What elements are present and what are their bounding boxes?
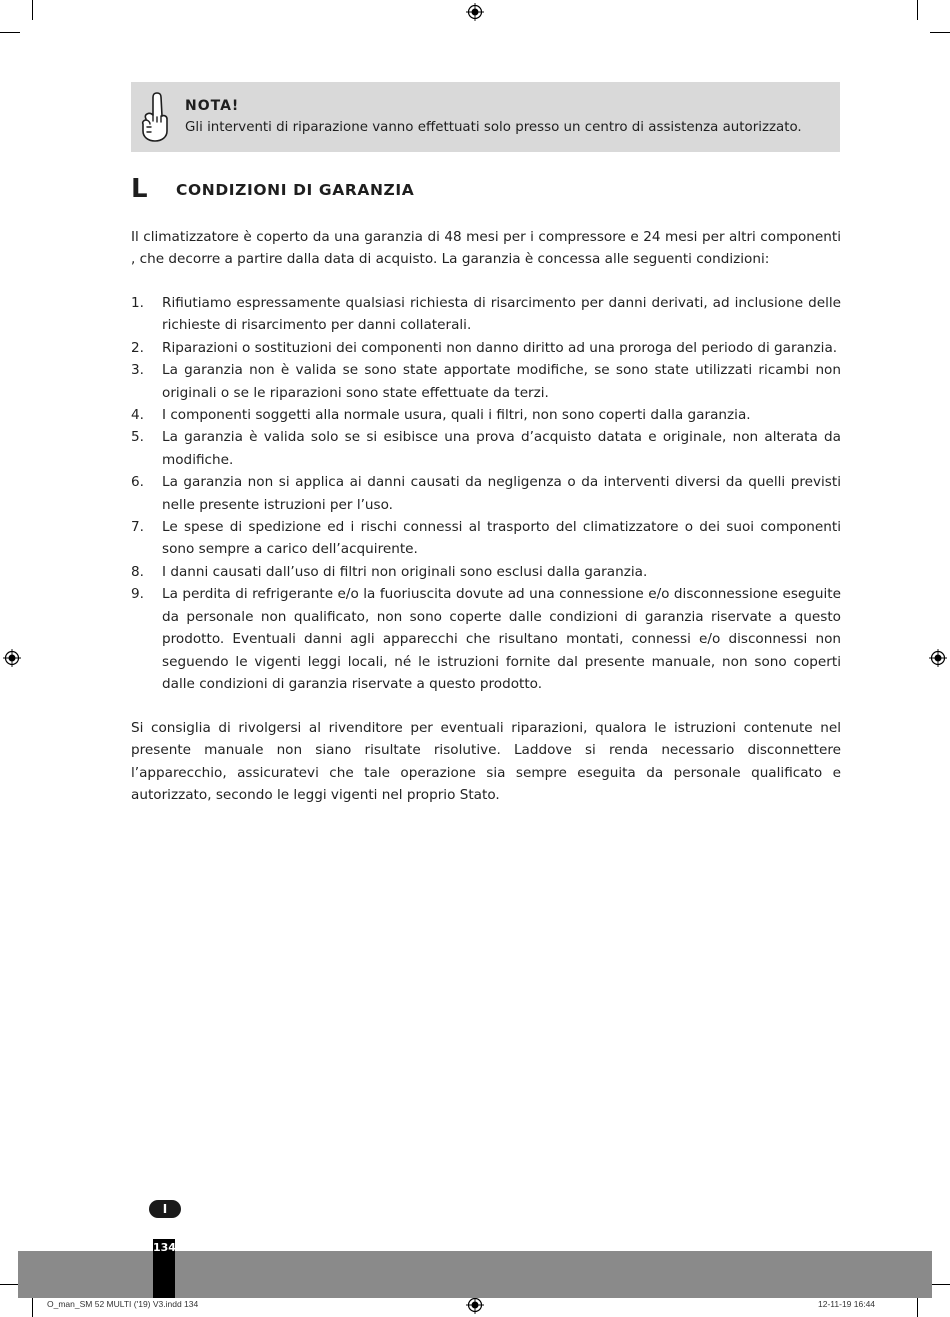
list-number: 4. [131,407,144,424]
list-number: 2. [131,339,144,356]
intro-paragraph: Il climatizzatore è coperto da una garanzia di 48 mesi per i compressore e 24 mesi per altri componenti , che decorre a partire dalla data di acquisto. La garanzia è concessa alle seguenti condizioni: [131,229,841,268]
pointing-hand-icon [137,89,173,143]
note-text: Gli interventi di riparazione vanno effettuati solo presso un centro di assistenza autorizzato. [185,120,802,135]
list-number: 6. [131,474,144,491]
language-badge: I [149,1200,181,1218]
crop-mark [917,0,918,20]
section-title: CONDIZIONI DI GARANZIA [176,181,415,199]
list-item [131,516,841,561]
registration-mark-icon [929,649,947,667]
list-item [131,471,841,516]
crop-mark [32,0,33,20]
registration-mark-icon [466,1296,484,1314]
list-item-text: I danni causati dall’uso di filtri non originali sono esclusi dalla garanzia. [162,563,648,580]
list-item-text: Rifiutiamo espressamente qualsiasi richiesta di risarcimento per danni derivati, ad inclusione delle richieste di risarcimento per danni collaterali. [162,295,841,334]
crop-mark [930,32,950,33]
registration-mark-icon [466,3,484,21]
list-number: 9. [131,586,144,603]
list-item-text: Le spese di spedizione ed i rischi connessi al trasporto del climatizzatore o dei suoi componenti sono sempre a carico dell’acquirente. [162,519,841,558]
crop-mark [32,1297,33,1317]
list-number: 5. [131,429,144,446]
list-item [131,561,841,583]
list-number: 8. [131,563,144,580]
section-letter: L [131,174,148,204]
list-item [131,359,841,404]
list-item [131,583,841,695]
conditions-list [131,292,841,695]
list-item-text: La garanzia non si applica ai danni causati da negligenza o da interventi diversi da quelli previsti nelle presente istruzioni per l’uso. [162,474,841,513]
note-title: NOTA! [185,98,240,114]
list-item [131,292,841,337]
list-item-text: I componenti soggetti alla normale usura, quali i filtri, non sono coperti dalla garanzia. [162,407,751,424]
list-number: 7. [131,519,144,536]
list-item [131,404,841,426]
crop-mark [917,1297,918,1317]
list-item [131,426,841,471]
note-box [131,82,840,152]
list-number: 3. [131,362,144,379]
file-slug: O_man_SM 52 MULTI ('19) V3.indd 134 [47,1299,199,1309]
page-number: 134 [153,1241,176,1254]
crop-mark [930,1284,950,1285]
closing-paragraph: Si consiglia di rivolgersi al rivenditore per eventuali riparazioni, qualora le istruzioni contenute nel presente manuale non siano risultate risolutive. Laddove si renda necessario disconnettere l’apparecchio, assicuratevi che tale operazione sia sempre eseguita da personale qualificato e autorizzato, secondo le leggi vigenti nel proprio Stato. [131,720,841,804]
registration-mark-icon [3,649,21,667]
list-number: 1. [131,295,144,311]
list-item-text: Riparazioni o sostituzioni dei componenti non danno diritto ad una proroga del periodo di garanzia. [162,339,838,356]
list-item-text: La perdita di refrigerante e/o la fuoriuscita dovute ad una connessione e/o disconnessione eseguite da personale non qualificato, non sono coperte dalle condizioni di garanzia riservate a questo prodotto. Eventuali danni agli apparecchi che risultano montati, connessi e/o disconnessi non seguendo le vigenti leggi locali, né le istruzioni fornite dal presente manuale, non sono coperti dalle condizioni di garanzia riservate a questo prodotto. [162,586,841,692]
crop-mark [0,1284,20,1285]
list-item-text: La garanzia non è valida se sono state apportate modifiche, se sono state utilizzati ricambi non originali o se le riparazioni sono state effettuate da terzi. [162,362,841,401]
crop-mark [0,32,20,33]
list-item-text: La garanzia è valida solo se si esibisce una prova d’acquisto datata e originale, non alterata da modifiche. [162,429,841,468]
print-timestamp: 12-11-19 16:44 [818,1299,876,1309]
list-item [131,337,841,359]
